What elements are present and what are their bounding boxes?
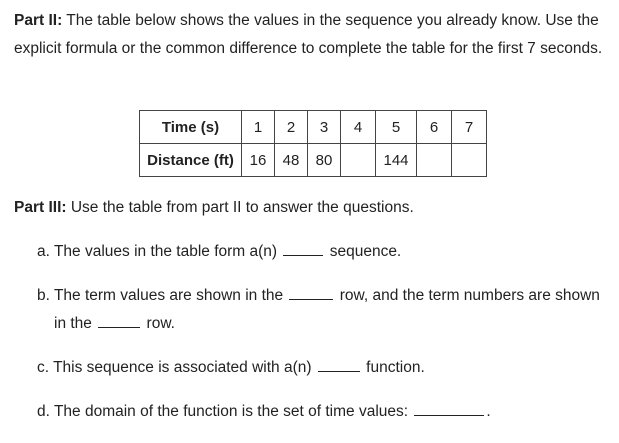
distance-cell-4[interactable]: [341, 144, 376, 177]
part-iii-instructions: [14, 194, 614, 222]
time-cell-5: 5: [376, 111, 417, 144]
time-cell-6: 6: [417, 111, 452, 144]
time-cell-1: 1: [242, 111, 275, 144]
question-a-text-after: sequence.: [325, 243, 402, 260]
table-row-distance: [140, 144, 487, 177]
question-b-blank-2[interactable]: [98, 311, 140, 328]
question-b-line2-before: in the: [54, 315, 97, 332]
part-iii-label: Part III:: [14, 199, 67, 216]
time-cell-3: 3: [308, 111, 341, 144]
row-header-distance: Distance (ft): [140, 144, 242, 177]
distance-cell-1: 16: [242, 144, 275, 177]
question-a: [37, 238, 612, 266]
question-b: [37, 282, 612, 338]
question-a-blank[interactable]: [283, 239, 323, 256]
question-d-text-before: d. The domain of the function is the set of time values:: [37, 403, 413, 420]
question-c-text-after: function.: [361, 359, 425, 376]
question-b-text-middle: row, and the term numbers are shown: [335, 287, 600, 304]
part-iii-text: Use the table from part II to answer the questions.: [66, 199, 414, 216]
part-ii-label: Part II:: [14, 12, 63, 29]
question-a-text-before: a. The values in the table form a(n): [37, 243, 282, 260]
question-c: [37, 354, 612, 382]
part-ii-instructions: [14, 7, 614, 63]
distance-cell-3: 80: [308, 144, 341, 177]
question-c-text-before: c. This sequence is associated with a(n): [37, 359, 316, 376]
time-cell-7: 7: [452, 111, 487, 144]
question-b-line2-after: row.: [142, 315, 175, 332]
row-header-time: Time (s): [140, 111, 242, 144]
distance-cell-2: 48: [275, 144, 308, 177]
time-cell-4: 4: [341, 111, 376, 144]
time-cell-2: 2: [275, 111, 308, 144]
distance-cell-6[interactable]: [417, 144, 452, 177]
question-b-text-before: b. The term values are shown in the: [37, 287, 288, 304]
sequence-table: [139, 110, 487, 177]
question-c-blank[interactable]: [318, 355, 360, 372]
question-b-blank-1[interactable]: [289, 283, 333, 300]
question-d-blank[interactable]: [414, 399, 484, 416]
distance-cell-7[interactable]: [452, 144, 487, 177]
question-d: [37, 398, 612, 426]
distance-cell-5: 144: [376, 144, 417, 177]
part-ii-text: The table below shows the values in the sequence you already know. Use the explicit formula or the common difference to complete the table for the first 7 seconds.: [14, 12, 603, 57]
table-row-time: [140, 111, 487, 144]
question-d-text-after: .: [486, 403, 491, 420]
